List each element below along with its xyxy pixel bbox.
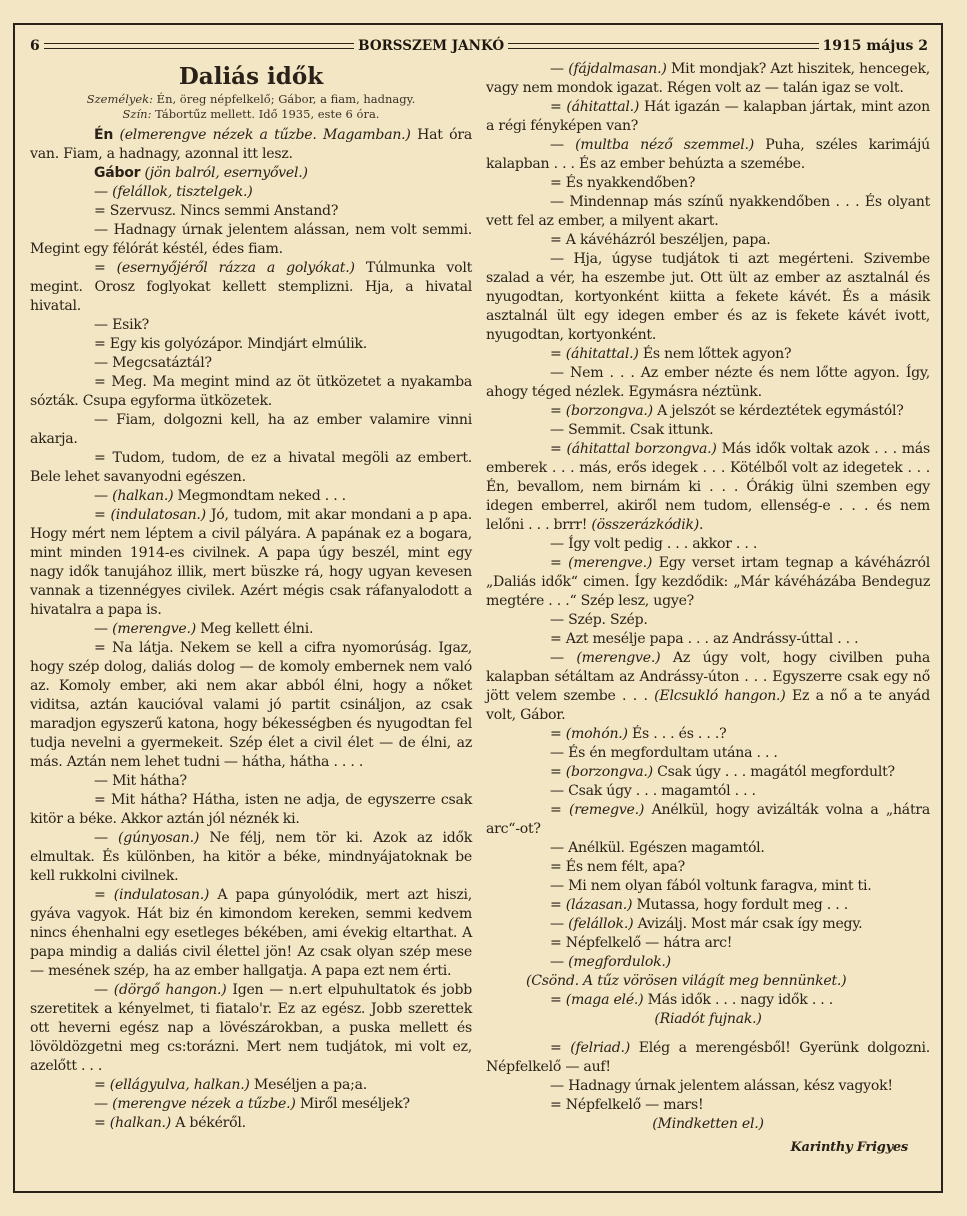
dialogue-line (486, 991, 930, 1010)
dialogue-line (486, 535, 930, 554)
stage-note: (merengve.) (112, 621, 196, 637)
dialogue-line (486, 649, 930, 725)
stage-note: (multba néző szemmel.) (575, 137, 754, 153)
line-text: Hadnagy úrnak jelentem alássan, nem volt semmi. Megint egy félórát késtél, édes fiam. (30, 222, 473, 257)
stage-note: (merengve nézek a tűzbe.) (112, 1096, 296, 1112)
dialogue-line (30, 639, 472, 772)
line-text: Mit mondjak? Azt hiszitek, hencegek, vagy nem mondok igazat. Régen volt az — talán igaz se volt. (486, 61, 931, 96)
speaker-mark: — (550, 954, 564, 970)
line-text: Szép. Szép. (568, 612, 648, 628)
speaker-mark: — (94, 1096, 108, 1112)
stage-note: (ellágyulva, halkan.) (109, 1077, 250, 1093)
line-text: Megcsatáztál? (112, 355, 212, 371)
speaker-mark: = (550, 764, 562, 780)
stage-direction-text: (Csönd. A tűz vörösen világít meg bennünket.) (526, 973, 847, 989)
line-text: Csak úgy . . . magamtól . . . (568, 783, 756, 799)
line-text: Megmondtam neked . . . (177, 488, 346, 504)
line-text: A papa gúnyolódik, mert azt hiszi, gyáva vagyok. Hát biz én kimondom kereken, semmi kedvem nincs éhenhalni egy esetleges békében, ami évekig eltarthat. A papa mindig a daliás civil élettel jön! Az csak olyan szép mese — mesének szép, ha az ember hallgatja. A papa ezt nem érti. (30, 887, 473, 979)
dialogue-line (486, 839, 930, 858)
speaker-mark: = (550, 631, 562, 647)
dialogue-line (30, 829, 472, 886)
line-text: Avizálj. Most már csak így megy. (637, 916, 863, 932)
line-text: És . . . és . . .? (632, 726, 727, 742)
line-text: Anélkül. Egészen magamtól. (568, 840, 765, 856)
dialogue-line (30, 183, 472, 202)
speaker-mark: — (550, 251, 564, 267)
stage-note: (borzongva.) (565, 403, 653, 419)
dialogue-line (486, 364, 930, 402)
dialogue-line (486, 98, 930, 136)
line-text: Hja, úgyse tudjátok ti azt megérteni. Szivembe szalad a vér, ha eszembe jut. Ott ült az ember az asztalnál és nyugodtan, kortyonként kiitta a fekete kávét. És a másik asztalnál ült egy idegen ember és az is fekete kávét ivott, nyugodtan, kortyonként. (486, 251, 931, 343)
speaker-mark: — (94, 412, 108, 428)
dialogue-line (486, 801, 930, 839)
speaker-mark: — (94, 222, 108, 238)
speaker-mark: = (94, 260, 106, 276)
line-text: Így volt pedig . . . akkor . . . (568, 536, 758, 552)
stage-direction (486, 972, 930, 991)
speaker-mark: = (550, 403, 562, 419)
speaker-mark: = (550, 726, 562, 742)
spacer (486, 1029, 930, 1039)
speaker-mark: — (94, 317, 108, 333)
line-text: Az úgy volt, hogy civilben puha kalapban sétáltam az Andrássy-úton . . . Egyszerre csak egy nő jött velem szembe . . . (486, 650, 930, 704)
line-text: Meg kellett élni. (200, 621, 314, 637)
header-rule-left (44, 43, 354, 49)
line-text: Szervusz. Nincs semmi Anstand? (109, 203, 339, 219)
dialogue-line (30, 126, 472, 164)
dialogue-line (30, 1095, 472, 1114)
header-rule-right (508, 43, 818, 49)
line-text: Egy kis golyózápor. Mindjárt elmúlik. (109, 336, 368, 352)
line-text: Nem . . . Az ember nézte és nem lőtte agyon. Így, ahogy téged nézlek. Egymásra néztünk. (486, 365, 930, 400)
page-header (30, 37, 928, 55)
dialogue-line (486, 345, 930, 364)
dialogue-line (30, 506, 472, 620)
dialogue-line (30, 354, 472, 373)
stage-note: (felriad.) (570, 1040, 630, 1056)
line-text: Népfelkelő — mars! (565, 1097, 704, 1113)
issue-date: 1915 május 2 (822, 38, 928, 54)
speaker-mark: — (550, 365, 564, 381)
dialogue-line (486, 231, 930, 250)
speaker-mark: = (94, 1077, 106, 1093)
speaker-mark: = (550, 99, 562, 115)
stage-note: (maga elé.) (565, 992, 644, 1008)
dialogue-line (30, 1076, 472, 1095)
stage-note: (mohón.) (565, 726, 628, 742)
stage-note: (indulatosan.) (113, 887, 210, 903)
speaker-mark: — (550, 745, 564, 761)
stage-note: (borzongva.) (565, 764, 653, 780)
dialogue-line (486, 744, 930, 763)
speaker-mark: = (94, 640, 106, 656)
dialogue-line (30, 202, 472, 221)
dialogue-line (30, 449, 472, 487)
line-text: Mindennap más színű nyakkendőben . . . És olyant vett fel az ember, a milyent akart. (486, 194, 931, 229)
line-text: Mit hátha? Hátha, isten ne adja, de egyszerre csak kitör a béke. Akkor aztán jól néznék ki. (30, 792, 472, 827)
line-text: Na látja. Nekem se kell a cifra nyomorúság. Igaz, hogy szép dolog, daliás dolog — de komoly embernek nem való az. Komoly ember, aki nem akar abból élni, hogy a nőket viditsa, aztán kaucióval valami jó partit csináljon, az csak maradjon egyszerű katona, hogy békességben és nyugodtan fel tudja nevelni a gyermekeit. Szép élet a civil élet — de élni, az más. Aztán nem lehet tudni — hátha, hátha . . . . (30, 640, 473, 770)
speaker-mark: — (94, 488, 108, 504)
dialogue-line (486, 554, 930, 611)
dialogue-line (30, 981, 472, 1076)
line-text: Jó, tudom, mit akar mondani a p apa. Hogy mért nem léptem a civil pályára. A papának ez a bogara, mint minden 1914-es civilnek. A papa úgy beszél, mint egy nagy idők tanujához illik, mert büszke rá, hogy ugyan kevesen vannak a tizennégyes civilek. Azért mégis csak ráfanyalodott a hivatalra a papa is. (30, 507, 472, 618)
dialogue-line (30, 373, 472, 411)
line-text: És nyakkendőben? (565, 175, 696, 191)
stage-note: (remegve.) (569, 802, 645, 818)
scene-label: Szín: (122, 107, 152, 121)
speaker-mark: — (550, 536, 564, 552)
dialogue-line (486, 934, 930, 953)
dialogue-line (486, 763, 930, 782)
stage-note: (megfordulok.) (568, 954, 671, 970)
stage-note: (halkan.) (112, 488, 174, 504)
stage-note: (felállok.) (568, 916, 634, 932)
line-text: A békéről. (175, 1115, 246, 1131)
line-text: . (699, 517, 704, 533)
line-text: Népfelkelő — hátra arc! (565, 935, 733, 951)
line-text: A kávéházról beszéljen, papa. (565, 232, 771, 248)
stage-direction (486, 1010, 930, 1029)
line-text: És nem lőttek agyon? (642, 346, 792, 362)
line-text: Elég a merengésből! Gyerünk dolgozni. Népfelkelő — auf! (486, 1040, 931, 1075)
speaker-mark: — (550, 650, 564, 666)
speaker-mark: = (550, 897, 562, 913)
dialogue-line (486, 630, 930, 649)
stage-note: (gúnyosan.) (118, 830, 200, 846)
stage-note: (felállok, tisztelgek.) (112, 184, 253, 200)
dialogue-line (30, 164, 472, 183)
line-text: Mi nem olyan fából voltunk faragva, mint ti. (568, 878, 872, 894)
speaker-mark: — (550, 612, 564, 628)
right-column (486, 60, 930, 1157)
line-text: Egy verset irtam tegnap a kávéházról „Daliás idők“ cimen. Így kezdődik: „Már kávéházába Bendeguz megtére . . .“ Szép lesz, ugye? (486, 555, 931, 609)
line-text: Puha, széles karimájú kalapban . . . És az ember behúzta a szemébe. (486, 137, 930, 172)
speaker-mark: = (550, 1097, 562, 1113)
dialogue-line (486, 193, 930, 231)
dialogue-line (30, 620, 472, 639)
speaker-mark: = (94, 450, 106, 466)
line-text: Hat óra van. Fiam, a hadnagy, azonnal itt lesz. (30, 127, 472, 162)
speaker-mark: — (94, 982, 108, 998)
line-text: Ne félj, nem tör ki. Azok az idők elmultak. És különben, ha kitör a béke, mindnyájatoknak be kell rukkolni civilnek. (30, 830, 472, 884)
line-text: És én megfordultam utána . . . (568, 745, 778, 761)
stage-note: (jön balról, esernyővel.) (144, 165, 308, 181)
stage-note: (lázasan.) (565, 897, 633, 913)
speaker-mark: = (550, 992, 562, 1008)
line-text: Ez a nő a te anyád volt, Gábor. (486, 688, 931, 723)
dialogue-line (30, 886, 472, 981)
speaker-mark: — (94, 621, 108, 637)
dialogue-line (486, 725, 930, 744)
dialogue-line (486, 136, 930, 174)
line-text: És nem félt, apa? (565, 859, 685, 875)
publication-title: BORSSZEM JANKÓ (358, 38, 505, 54)
dialogue-line (30, 316, 472, 335)
speaker-mark: = (94, 203, 106, 219)
speaker-mark: = (550, 802, 562, 818)
line-text: Hát igazán — kalapban jártak, mint azon a régi fényképen van? (486, 99, 930, 134)
line-text: Meséljen a pa;a. (253, 1077, 367, 1093)
line-text: Anélkül, hogy avizálták volna a „hátra arc“-ot? (486, 802, 931, 837)
cast-text: Én, öreg népfelkelő; Gábor, a fiam, hadnagy. (156, 92, 416, 106)
line-text: Hadnagy úrnak jelentem alássan, kész vagyok! (568, 1078, 893, 1094)
speaker-mark: = (550, 1040, 562, 1056)
speaker-mark: = (550, 232, 562, 248)
article-title: Daliás idők (178, 63, 324, 90)
speaker-mark: — (94, 830, 108, 846)
speaker-mark: — (550, 916, 564, 932)
left-dialogue (30, 126, 472, 1133)
line-text: Igen — n.ert elpuhultatok és jobb szeretitek a kényelmet, ti fiatalo'r. Ez az egész. Jobb szerettek ott heverni egész nap a lövészárokban, a puska mellett és lövöldözgetni meg cs:torázni. Mert nem tudjátok, mi volt ez, azelőtt . . . (30, 982, 473, 1074)
line-text: Semmit. Csak ittunk. (568, 422, 714, 438)
line-text: Fiam, dolgozni kell, ha az ember valamire vinni akarja. (30, 412, 472, 447)
line-text: Mutassa, hogy fordult meg . . . (636, 897, 848, 913)
speaker-mark: — (94, 355, 108, 371)
stage-note: (áhitattal.) (565, 346, 639, 362)
line-text: Tudom, tudom, de ez a hivatal megöli az embert. Bele lehet savanyodni egészen. (30, 450, 472, 485)
speaker-mark: = (94, 374, 106, 390)
line-text: Meg. Ma megint mind az öt ütközetet a nyakamba sózták. Csupa egyforma ütközetek. (30, 374, 472, 409)
speaker-mark: — (550, 783, 564, 799)
stage-note: (merengve.) (568, 555, 653, 571)
line-text: Más idők voltak azok . . . más emberek . . . más, erős idegek . . . Kötélből volt az idegetek . . . Én, bevallom, nem birnám ki . . . Órákig ülni szemben egy idegen emberrel, akiről nem tudom, ellenség-e . . . és nem lelőni . . . brrr! (486, 441, 931, 533)
dialogue-line (30, 411, 472, 449)
speaker-mark: = (94, 507, 106, 523)
cast-label: Személyek: (86, 92, 154, 106)
dialogue-line (30, 487, 472, 506)
speaker-mark: — (550, 422, 564, 438)
stage-note: (merengve.) (576, 650, 661, 666)
speaker-mark: — (94, 773, 108, 789)
dialogue-line (486, 1039, 930, 1077)
line-text: Csak úgy . . . magától megfordult? (657, 764, 895, 780)
dialogue-line (30, 772, 472, 791)
speaker-mark: = (94, 792, 106, 808)
cast-list (30, 92, 472, 107)
stage-note: (indulatosan.) (110, 507, 206, 523)
dialogue-line (486, 877, 930, 896)
speaker-mark: — (550, 137, 564, 153)
stage-direction-text: (Mindketten el.) (652, 1116, 764, 1132)
page-number: 6 (30, 38, 40, 54)
speaker-mark: = (550, 441, 562, 457)
line-text: Túlmunka volt megint. Orosz foglyokat kellett stemplizni. Hja, a hivatal hivatal. (30, 260, 472, 314)
dialogue-line (486, 1077, 930, 1096)
dialogue-line (486, 174, 930, 193)
left-column (30, 60, 472, 1133)
stage-note: (áhitattal borzongva.) (566, 441, 717, 457)
line-text: A jelszót se kérdeztétek egymástól? (657, 403, 904, 419)
dialogue-line (486, 250, 930, 345)
dialogue-line (486, 1096, 930, 1115)
line-text: Más idők . . . nagy idők . . . (647, 992, 833, 1008)
stage-note: (esernyőjéről rázza a golyókat.) (116, 260, 355, 276)
dialogue-line (486, 611, 930, 630)
dialogue-line (30, 1114, 472, 1133)
speaker-mark: = (550, 935, 562, 951)
line-text: Mit hátha? (112, 773, 187, 789)
speaker-mark: = (550, 175, 562, 191)
stage-note: (halkan.) (109, 1115, 172, 1131)
line-text: Miről meséljek? (299, 1096, 410, 1112)
speaker-mark: — (94, 184, 108, 200)
speaker-mark: = (550, 859, 562, 875)
scene-text: Tábortűz mellett. Idő 1935, este 6 óra. (155, 107, 380, 121)
stage-direction (486, 1115, 930, 1134)
speaker-mark: — (550, 878, 564, 894)
speaker-mark: — (550, 61, 564, 77)
speaker-name: Én (94, 127, 114, 143)
dialogue-line (30, 791, 472, 829)
speaker-mark: — (550, 840, 564, 856)
speaker-mark: = (550, 346, 562, 362)
stage-direction-text: (Riadót fujnak.) (654, 1011, 762, 1027)
scene-info (30, 107, 472, 122)
right-dialogue (486, 60, 930, 972)
speaker-mark: = (550, 555, 562, 571)
dialogue-line (486, 421, 930, 440)
dialogue-line (486, 440, 930, 535)
dialogue-line (486, 402, 930, 421)
dialogue-line (486, 60, 930, 98)
dialogue-line (30, 259, 472, 316)
line-text: Esik? (112, 317, 149, 333)
speaker-mark: — (550, 194, 564, 210)
speaker-mark: = (94, 887, 106, 903)
stage-note: (elmerengve nézek a tűzbe. Magamban.) (119, 127, 411, 143)
stage-note: (fájdalmasan.) (568, 61, 667, 77)
line-text: Azt mesélje papa . . . az Andrássy-úttal . . . (565, 631, 859, 647)
dialogue-line (486, 782, 930, 801)
speaker-mark: = (94, 1115, 106, 1131)
dialogue-line (486, 915, 930, 934)
speaker-mark: — (550, 1078, 564, 1094)
dialogue-line (30, 335, 472, 354)
dialogue-line (486, 953, 930, 972)
stage-note: (áhitattal.) (566, 99, 640, 115)
author-signature: Karinthy Frigyes (790, 1140, 908, 1155)
dialogue-line (30, 221, 472, 259)
stage-note: (Elcsukló hangon.) (654, 688, 786, 704)
dialogue-line (486, 896, 930, 915)
speaker-mark: = (94, 336, 106, 352)
dialogue-line (486, 858, 930, 877)
speaker-name: Gábor (94, 165, 141, 181)
stage-note: (dörgő hangon.) (113, 982, 227, 998)
stage-note: (összerázkódik) (591, 517, 700, 533)
